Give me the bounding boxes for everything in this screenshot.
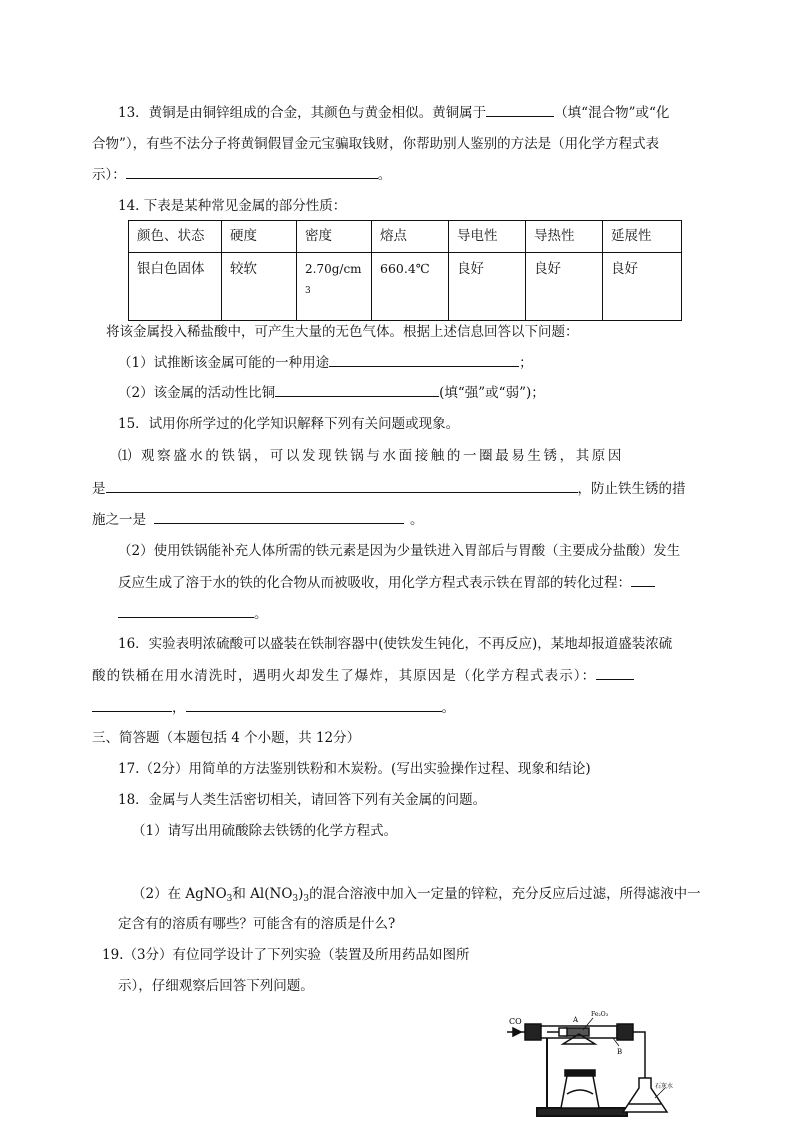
alcohol-lamp: [561, 1034, 599, 1108]
q19-line1: 19.（3分）有位同学设计了下列实验（装置及所用药品如图所: [102, 947, 470, 963]
section-title: 三、简答题（本题包括 4 个小题，共 12分）: [92, 730, 361, 746]
q16-line3: ， 。: [92, 697, 455, 718]
table-header-cell: 导电性: [449, 221, 526, 253]
q15-p2-line1: （2）使用铁锅能补充人体所需的铁元素是因为少量铁进入胃部后与胃酸（主要成分盐酸）发生: [118, 543, 681, 559]
q15-p1-line3: 施之一是 。: [92, 509, 424, 530]
apparatus-figure: [505, 1008, 685, 1123]
q15-p2-line3: 。: [118, 603, 268, 624]
label-b: B: [617, 1048, 623, 1056]
q15-intro: 15．试用你所学过的化学知识解释下列有关问题或现象。: [118, 416, 460, 432]
table-cell-density: 2.70g/cm 3: [297, 253, 372, 321]
answer-blank[interactable]: [154, 509, 404, 524]
table-cell: 良好: [449, 253, 526, 321]
answer-blank[interactable]: [596, 665, 634, 680]
combustion-tube: [525, 1024, 633, 1040]
label-limewater: 石灰水: [655, 1083, 674, 1090]
q15-p2-line2: 反应生成了溶于水的铁的化合物从而被吸收，用化学方程式表示铁在胃部的转化过程：: [118, 572, 655, 593]
answer-blank[interactable]: [275, 382, 439, 397]
label-fe2o3: Fe₂O₃: [591, 1011, 609, 1018]
answer-blank[interactable]: [486, 102, 554, 117]
table-header-row: [129, 221, 682, 253]
q15-p1-line2: 是 ，防止铁生锈的措: [92, 478, 686, 499]
q13-line2: 合物”），有些不法分子将黄铜假冒金元宝骗取钱财，你帮助别人鉴别的方法是（用化学方程式表: [92, 136, 660, 152]
table-row: [129, 253, 682, 321]
q15-p1-line1: ⑴ 观察盛水的铁锅，可以发现铁锅与水面接触的一圈最易生锈，其原因: [118, 448, 624, 464]
table-header-cell: 熔点: [372, 221, 449, 253]
table-header-cell: 硬度: [222, 221, 297, 253]
table-cell: 较软: [222, 253, 297, 321]
table-header-cell: 延展性: [603, 221, 682, 253]
answer-blank[interactable]: [186, 697, 442, 712]
q19-line2: 示），仔细观察后回答下列问题。: [118, 978, 314, 994]
q18-p1: （1）请写出用硫酸除去铁锈的化学方程式。: [132, 823, 398, 839]
q16-line2: 酸的铁桶在用水清洗时，遇明火却发生了爆炸，其原因是（化学方程式表示）：: [92, 665, 634, 686]
table-header-cell: 颜色、状态: [129, 221, 222, 253]
answer-blank[interactable]: [126, 164, 378, 179]
q13-line3: 示）： 。: [92, 164, 391, 185]
q18-intro: 18．金属与人类生活密切相关，请回答下列有关金属的问题。: [118, 792, 487, 808]
q16-line1: 16．实验表明浓硫酸可以盛装在铁制容器中(使铁发生钝化，不再反应)，某地却报道盛装浓硫: [118, 636, 673, 652]
answer-blank[interactable]: [118, 603, 254, 618]
q18-p2-line2: 定含有的溶质有哪些？可能含有的溶质是什么?: [118, 916, 396, 932]
q14-sub1: （1）试推断该金属可能的一种用途 ；: [118, 352, 533, 373]
q14-intro: 14. 下表是某种常见金属的部分性质：: [118, 198, 347, 214]
table-cell: 良好: [603, 253, 682, 321]
answer-blank[interactable]: [631, 572, 655, 587]
table-cell: 660.4℃: [372, 253, 449, 321]
q17-text: 17.（2分）用简单的方法鉴别铁粉和木炭粉。(写出实验操作过程、现象和结论): [118, 761, 591, 777]
q13-line1: 13．黄铜是由铜锌组成的合金，其颜色与黄金相似。黄铜属于 （填“混合物”或“化: [118, 102, 669, 123]
table-header-cell: 导热性: [526, 221, 603, 253]
answer-blank[interactable]: [106, 478, 578, 493]
q14-sub2: （2）该金属的活动性比铜 (填“强”或“弱”)；: [118, 382, 545, 403]
q14-after: 将该金属投入稀盐酸中，可产生大量的无色气体。根据上述信息回答以下问题：: [106, 324, 579, 340]
metal-properties-table: [128, 220, 682, 321]
table-cell: 银白色固体: [129, 253, 222, 321]
label-a: A: [573, 1016, 579, 1024]
q18-p2-line1: （2）在 AgNO$_3$和 $Al(NO_3)_3$的混合溶液中加入一定量的锌粒，充分反应后过滤，所得滤液中一: [132, 886, 701, 904]
label-co: CO: [509, 1017, 522, 1026]
table-cell: 良好: [526, 253, 603, 321]
answer-blank[interactable]: [329, 352, 519, 367]
table-header-cell: 密度: [297, 221, 372, 253]
answer-blank[interactable]: [92, 697, 172, 712]
